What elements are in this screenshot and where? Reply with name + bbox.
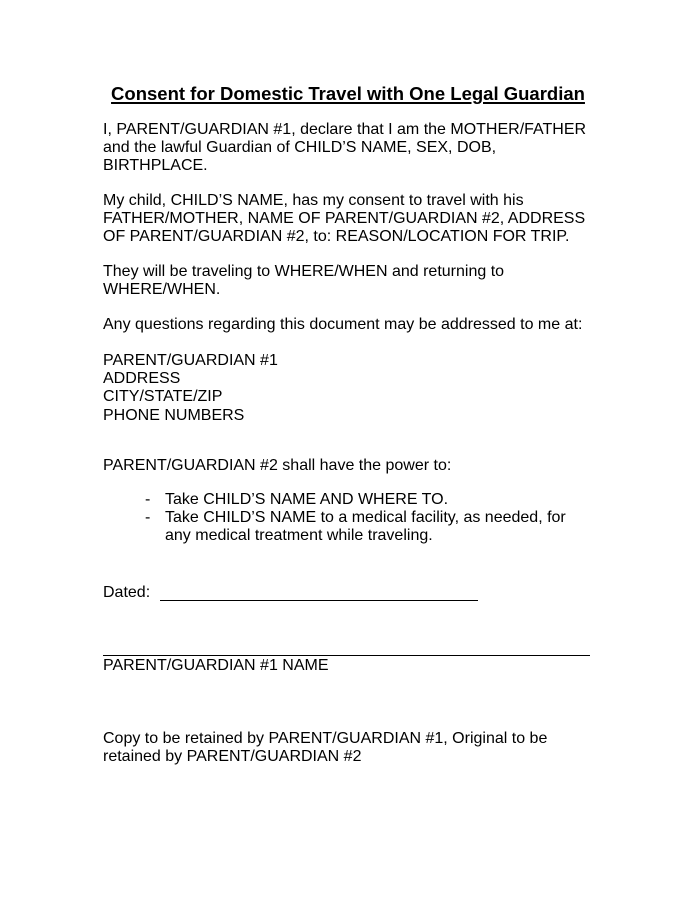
powers-intro-line: PARENT/GUARDIAN #2 shall have the power to: bbox=[103, 457, 452, 474]
consent-line: OF PARENT/GUARDIAN #2, to: REASON/LOCATION FOR TRIP. bbox=[103, 228, 570, 246]
contact-city-state-zip: CITY/STATE/ZIP bbox=[103, 388, 223, 406]
footer-line: Copy to be retained by PARENT/GUARDIAN #1, Original to be bbox=[103, 730, 548, 747]
signature-line bbox=[103, 655, 590, 656]
list-item-text: Take CHILD’S NAME AND WHERE TO. bbox=[165, 491, 449, 508]
contact-name: PARENT/GUARDIAN #1 bbox=[103, 352, 278, 369]
list-item bbox=[103, 491, 603, 509]
declaration-paragraph bbox=[103, 121, 603, 176]
powers-list bbox=[103, 491, 603, 546]
footer-note bbox=[103, 730, 603, 766]
document-title: Consent for Domestic Travel with One Legal Guardian bbox=[111, 83, 585, 104]
itinerary-line: They will be traveling to WHERE/WHEN and returning to bbox=[103, 263, 505, 280]
consent-paragraph bbox=[103, 192, 603, 247]
declaration-line: I, PARENT/GUARDIAN #1, declare that I am the MOTHER/FATHER bbox=[103, 121, 587, 138]
bullet-dash: - bbox=[145, 509, 151, 527]
consent-line: My child, CHILD’S NAME, has my consent to travel with his bbox=[103, 192, 524, 209]
signature-label: PARENT/GUARDIAN #1 NAME bbox=[103, 657, 329, 674]
contact-address: ADDRESS bbox=[103, 370, 181, 388]
declaration-line: BIRTHPLACE. bbox=[103, 157, 208, 175]
questions-line: Any questions regarding this document may be addressed to me at: bbox=[103, 316, 583, 333]
powers-intro bbox=[103, 457, 603, 475]
list-item-text: any medical treatment while traveling. bbox=[165, 527, 433, 545]
bullet-dash: - bbox=[145, 491, 151, 508]
declaration-line: and the lawful Guardian of CHILD’S NAME, SEX, DOB, bbox=[103, 139, 497, 157]
contact-phone-numbers: PHONE NUMBERS bbox=[103, 406, 245, 424]
list-item bbox=[103, 509, 603, 545]
questions-paragraph bbox=[103, 316, 603, 334]
footer-line: retained by PARENT/GUARDIAN #2 bbox=[103, 748, 362, 766]
list-item-text: Take CHILD’S NAME to a medical facility, as needed, for bbox=[165, 509, 566, 527]
date-line bbox=[160, 600, 478, 601]
consent-line: FATHER/MOTHER, NAME OF PARENT/GUARDIAN #2, ADDRESS bbox=[103, 210, 586, 228]
contact-block bbox=[103, 352, 603, 425]
itinerary-paragraph bbox=[103, 263, 603, 299]
dated-label: Dated: bbox=[103, 584, 151, 601]
itinerary-line: WHERE/WHEN. bbox=[103, 281, 221, 299]
